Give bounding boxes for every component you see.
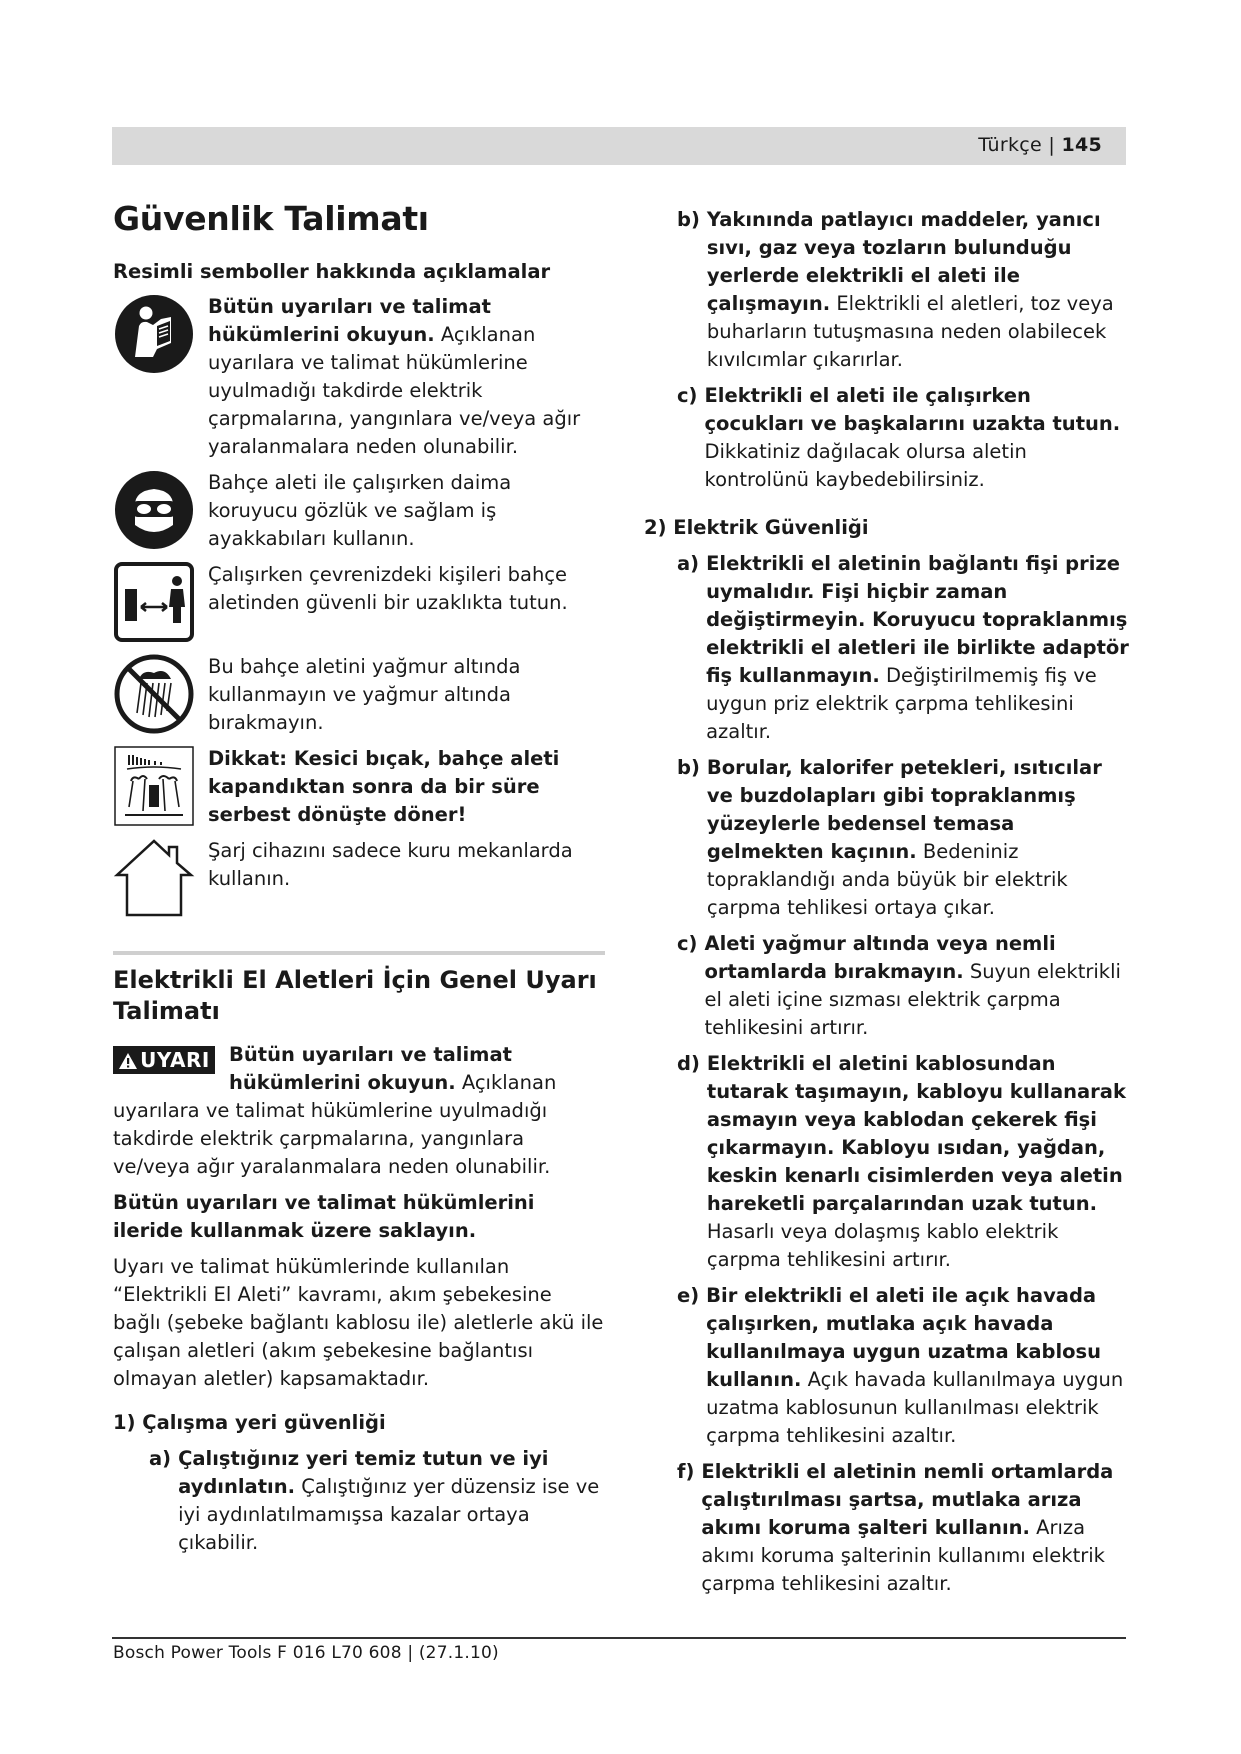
section1-heading: 1) Çalışma yeri güvenliği [113, 1410, 386, 1434]
symbol-bold-text: Dikkat: Kesici bıçak, bahçe aleti kapandıktan sonra da bir süre serbest dönüşte döner! [208, 746, 560, 826]
list-item-bold: Elektrikli el aletinin nemli ortamlarda çalıştırılması şartsa, mutlaka arıza akımı koruma şalteri kullanın. [701, 1460, 1114, 1539]
warning-triangle-icon [118, 1052, 138, 1070]
general-warnings-heading: Elektrikli El Aletleri İçin Genel Uyarı Talimatı [113, 965, 597, 1025]
list-item-label: f) [677, 1460, 695, 1483]
no-rain-icon [113, 653, 195, 735]
symbol-text: Şarj cihazını sadece kuru mekanlarda kullanın. [208, 838, 573, 890]
list-item-label: c) [677, 384, 698, 407]
list-item-label: a) [677, 552, 700, 575]
footer-divider [112, 1637, 1126, 1639]
list-item [641, 1458, 1131, 1598]
list-item [641, 930, 1131, 1042]
list-item-text: Elektrikli el aletleri, toz veya buharların tutuşmasına neden olabilecek kıvılcımlar çıkarırlar. [706, 292, 1114, 371]
list-item [641, 382, 1131, 494]
list-item-label: a) [149, 1446, 172, 1470]
header-separator: | [1048, 134, 1056, 156]
keep-distance-icon [113, 561, 195, 643]
list-item-text: Suyun elektrikli el aleti içine sızması elektrik çarpma tehlikesini artırır. [704, 960, 1121, 1039]
warning-bold-text: Bütün uyarıları ve talimat hükümlerini okuyun. [229, 1042, 512, 1094]
symbol-row [113, 837, 605, 919]
list-item-bold: Aleti yağmur altında veya nemli ortamlarda bırakmayın. [704, 932, 1056, 983]
symbol-row [113, 469, 605, 553]
section2-heading: 2) Elektrik Güvenliği [644, 516, 869, 539]
symbol-row [113, 293, 605, 461]
page-header [112, 127, 1126, 165]
list-item-label: b) [677, 208, 700, 231]
list-item-label: e) [677, 1284, 700, 1307]
list-item-label: b) [677, 756, 700, 779]
list-item-text: Bedeniniz topraklandığı anda büyük bir elektrik çarpma tehlikesi ortaya çıkar. [706, 840, 1068, 919]
symbol-row [113, 653, 605, 737]
left-column [113, 200, 605, 1565]
symbols-heading: Resimli semboller hakkında açıklamalar [113, 259, 551, 283]
warning-paragraph [113, 1041, 605, 1181]
list-item-text: Açık havada kullanılmaya uygun uzatma kablosunun kullanılması elektrik çarpma tehlikesini azaltır. [706, 1368, 1124, 1447]
list-item-bold: Çalıştığınız yeri temiz tutun ve iyi aydınlatın. [178, 1446, 549, 1498]
warning-badge-label: UYARI [140, 1047, 210, 1072]
list-item-bold: Bir elektrikli el aleti ile açık havada çalışırken, mutlaka açık havada kullanılmaya uygun uzatma kablosu kullanın. [706, 1284, 1102, 1391]
header-text [978, 134, 1102, 156]
list-item-bold: Elektrikli el aletinin bağlantı fişi prize uymalıdır. Fişi hiçbir zaman değiştirmeyin. Koruyucu topraklanmış elektrikli el aletleri ile birlikte adaptör fiş kullanmayın. [706, 552, 1129, 687]
list-item [641, 550, 1131, 746]
list-item [641, 1050, 1131, 1274]
read-manual-icon [113, 293, 195, 375]
list-item-text: Değiştirilmemiş fiş ve uygun priz elektrik çarpma tehlikesini azaltır. [706, 664, 1097, 743]
page-title: Güvenlik Talimatı [113, 199, 429, 238]
list-item-bold: Borular, kalorifer petekleri, ısıtıcılar ve buzdolapları gibi topraklanmış yüzeylerle bedensel temasa gelmekten kaçının. [706, 756, 1102, 863]
keep-instructions-text: Bütün uyarıları ve talimat hükümlerini ileride kullanmak üzere saklayın. [113, 1190, 535, 1242]
definition-text: Uyarı ve talimat hükümlerinde kullanılan “Elektrikli El Aleti” kavramı, akım şebekesine bağlı (şebeke bağlantı kablosu ile) aletlerle akü ile çalışan aletleri (akım şebekesine bağlantısı olmayan aletler) kapsamaktadır. [113, 1254, 604, 1390]
list-item-bold: Yakınında patlayıcı maddeler, yanıcı sıvı, gaz veya tozların bulunduğu yerlerde elektrikli el aleti ile çalışmayın. [706, 208, 1101, 315]
right-column [641, 206, 1131, 1606]
list-item [641, 754, 1131, 922]
header-page-number: 145 [1061, 134, 1102, 156]
list-item-text: Hasarlı veya dolaşmış kablo elektrik çarpma tehlikesini artırır. [706, 1220, 1059, 1271]
rotating-blade-icon [113, 745, 195, 827]
symbol-text: Açıklanan uyarılara ve talimat hükümlerine uyulmadığı takdirde elektrik çarpmalarına, yangınlara ve/veya ağır yaralanmalara neden olunabilir. [208, 322, 581, 458]
header-language: Türkçe [978, 134, 1043, 156]
list-item-label: d) [677, 1052, 700, 1075]
symbol-row [113, 561, 605, 643]
list-item [113, 1445, 605, 1557]
indoor-house-icon [113, 837, 195, 919]
symbol-bold-text: Bütün uyarıları ve talimat hükümlerini okuyun. [208, 294, 491, 346]
list-item-text: Arıza akımı koruma şalterinin kullanımı elektrik çarpma tehlikesini azaltır. [701, 1516, 1105, 1595]
list-item-text: Çalıştığınız yer düzensiz ise ve iyi aydınlatılmamışsa kazalar ortaya çıkabilir. [178, 1474, 600, 1554]
list-item-text: Dikkatiniz dağılacak olursa aletin kontrolünü kaybedebilirsiniz. [704, 440, 1027, 491]
page-footer: Bosch Power Tools F 016 L70 608 | (27.1.10) [113, 1643, 499, 1663]
warning-badge [113, 1046, 215, 1074]
symbol-row [113, 745, 605, 829]
list-item-bold: Elektrikli el aletini kablosundan tutarak taşımayın, kabloyu kullanarak asmayın veya kablodan çekerek fişi çıkarmayın. Kabloyu ısıdan, yağdan, keskin kenarlı cisimlerden veya aletin hareketli parçalarından uzak tutun. [706, 1052, 1126, 1215]
section-divider [113, 951, 605, 955]
list-item [641, 1282, 1131, 1450]
symbol-text: Bahçe aleti ile çalışırken daima koruyucu gözlük ve sağlam iş ayakkabıları kullanın. [208, 470, 512, 550]
symbol-text: Bu bahçe aletini yağmur altında kullanmayın ve yağmur altında bırakmayın. [208, 654, 521, 734]
warning-text: Açıklanan uyarılara ve talimat hükümlerine uyulmadığı takdirde elektrik çarpmalarına, yangınlara ve/veya ağır yaralanmalara neden olunabilir. [113, 1070, 557, 1178]
safety-goggles-icon [113, 469, 195, 551]
list-item-bold: Elektrikli el aleti ile çalışırken çocukları ve başkalarını uzakta tutun. [704, 384, 1121, 435]
list-item [641, 206, 1131, 374]
list-item-label: c) [677, 932, 698, 955]
symbol-text: Çalışırken çevrenizdeki kişileri bahçe aletinden güvenli bir uzaklıkta tutun. [208, 562, 568, 614]
